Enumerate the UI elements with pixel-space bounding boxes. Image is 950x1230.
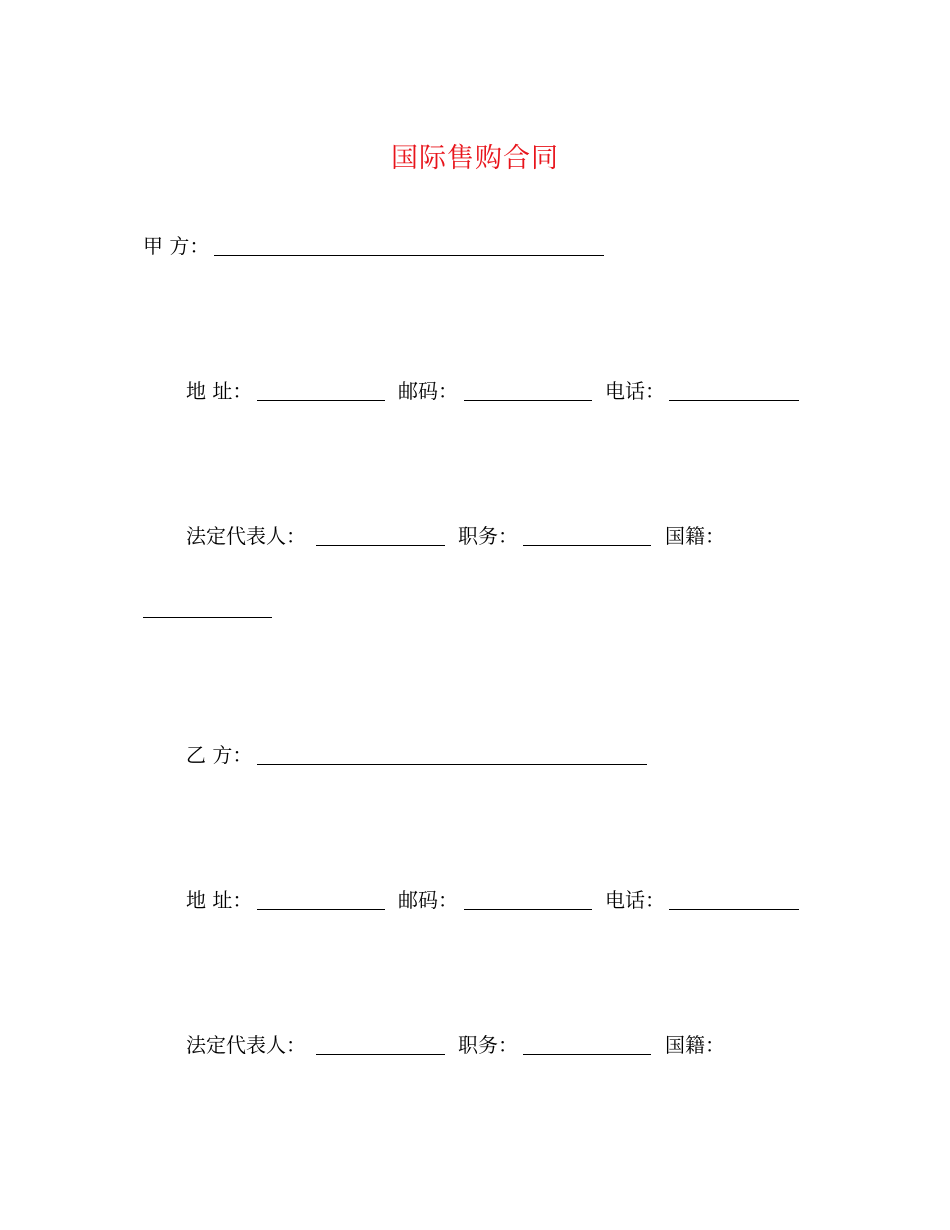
party-a-phone-label: 电话：	[605, 379, 665, 403]
party-b-address-row	[186, 886, 252, 914]
document-title: 国际售购合同	[391, 143, 559, 174]
party-a-name-field[interactable]	[214, 255, 604, 256]
party-a-postcode-row	[398, 377, 458, 405]
party-b-postcode-field[interactable]	[464, 909, 592, 910]
party-a-nationality-row	[665, 522, 725, 550]
party-a-position-label: 职务：	[458, 524, 518, 548]
party-b-phone-label: 电话：	[605, 888, 665, 912]
party-b-legal-rep-field[interactable]	[316, 1054, 445, 1055]
party-a-legal-rep-field[interactable]	[316, 545, 445, 546]
party-b-address-label: 地 址：	[186, 888, 253, 912]
party-a-address-field[interactable]	[257, 400, 385, 401]
party-a-nationality-field[interactable]	[143, 617, 272, 618]
party-b-postcode-row	[398, 886, 458, 914]
party-b-legal-rep-row	[186, 1031, 306, 1059]
party-a-address-row	[186, 377, 252, 405]
party-a-phone-field[interactable]	[669, 400, 799, 401]
party-a-legal-rep-row	[186, 522, 306, 550]
party-a-address-label: 地 址：	[186, 379, 253, 403]
party-a-position-row	[458, 522, 518, 550]
party-b-position-row	[458, 1031, 518, 1059]
party-b-label: 乙 方：	[186, 743, 253, 767]
party-b-phone-field[interactable]	[669, 909, 799, 910]
party-b-nationality-label: 国籍：	[665, 1033, 725, 1057]
party-a-label: 甲 方：	[143, 234, 210, 258]
party-a-legal-rep-label: 法定代表人：	[186, 524, 306, 548]
party-a-nationality-label: 国籍：	[665, 524, 725, 548]
party-a-phone-row	[605, 377, 665, 405]
party-b-address-field[interactable]	[257, 909, 385, 910]
party-b-row	[186, 741, 252, 769]
party-b-nationality-row	[665, 1031, 725, 1059]
party-b-name-field[interactable]	[257, 764, 647, 765]
party-a-postcode-field[interactable]	[464, 400, 592, 401]
party-b-postcode-label: 邮码：	[398, 888, 458, 912]
party-b-phone-row	[605, 886, 665, 914]
party-b-legal-rep-label: 法定代表人：	[186, 1033, 306, 1057]
party-b-position-label: 职务：	[458, 1033, 518, 1057]
party-b-position-field[interactable]	[523, 1054, 651, 1055]
party-a-row	[143, 232, 209, 260]
party-a-postcode-label: 邮码：	[398, 379, 458, 403]
party-a-position-field[interactable]	[523, 545, 651, 546]
